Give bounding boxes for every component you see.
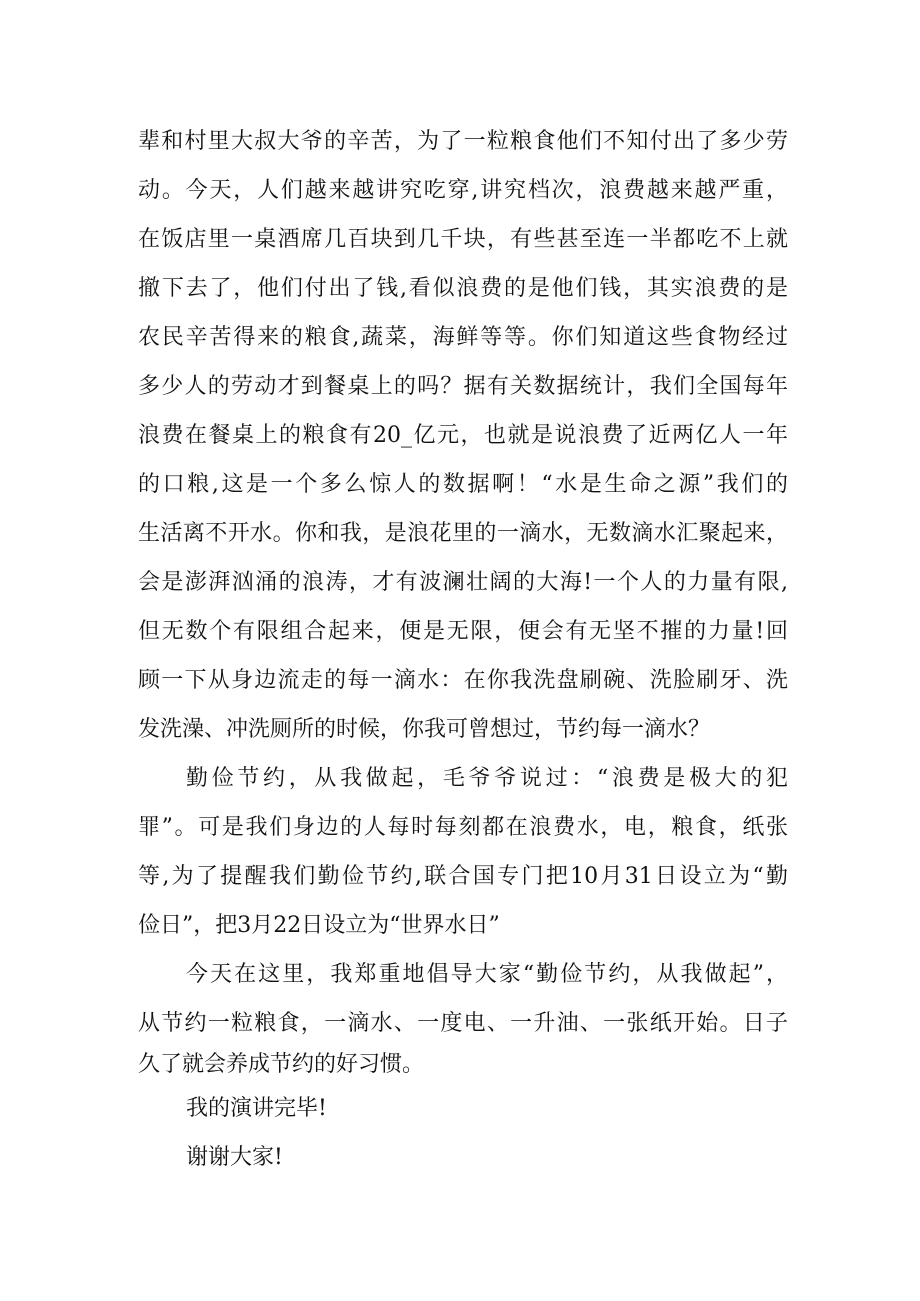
thanks-line: 谢谢大家! — [186, 1145, 283, 1170]
text-line: 今天在这里，我郑重地倡导大家“勤俭节约，从我做起”， — [186, 962, 788, 987]
text-line: 久了就会养成节约的好习惯。 — [138, 1052, 425, 1077]
text-line: 会是澎湃汹涌的浪涛，才有波澜壮阔的大海!一个人的力量有限, — [138, 570, 788, 595]
text-line: 勤俭节约，从我做起，毛爷爷说过：“浪费是极大的犯 — [186, 766, 788, 791]
text-line: 顾一下从身边流走的每一滴水：在你我洗盘刷碗、洗脸刷牙、洗 — [138, 668, 788, 693]
text-line: 的口粮,这是一个多么惊人的数据啊！“水是生命之源”我们的 — [138, 472, 788, 497]
text-line: 生活离不开水。你和我，是浪花里的一滴水，无数滴水汇聚起来， — [138, 521, 788, 546]
text-line: 多少人的劳动才到餐桌上的吗？据有关数据统计，我们全国每年 — [138, 374, 788, 399]
text-line: 俭日”，把3月22日设立为“世界水日” — [138, 913, 500, 938]
text-line: 等,为了提醒我们勤俭节约,联合国专门把10月31日设立为“勤 — [138, 864, 788, 889]
text-line: 浪费在餐桌上的粮食有20_亿元，也就是说浪费了近两亿人一年 — [138, 423, 788, 448]
text-line: 在饭店里一桌酒席几百块到几千块，有些甚至连一半都吃不上就 — [138, 227, 788, 252]
text-line: 但无数个有限组合起来，便是无限，便会有无坚不摧的力量!回 — [138, 619, 788, 644]
text-line: 从节约一粒粮食，一滴水、一度电、一升油、一张纸开始。日子 — [138, 1011, 788, 1036]
text-line: 辈和村里大叔大爷的辛苦，为了一粒粮食他们不知付出了多少劳 — [138, 129, 788, 154]
text-line: 农民辛苦得来的粮食,蔬菜，海鲜等等。你们知道这些食物经过 — [138, 325, 788, 350]
closing-line: 我的演讲完毕! — [186, 1096, 327, 1121]
text-line: 发洗澡、冲洗厕所的时候，你我可曾想过，节约每一滴水？ — [138, 717, 711, 742]
text-line: 撤下去了，他们付出了钱,看似浪费的是他们钱，其实浪费的是 — [138, 276, 788, 301]
text-line: 罪”。可是我们身边的人每时每刻都在浪费水，电，粮食，纸张 — [138, 815, 788, 840]
text-line: 动。今天，人们越来越讲究吃穿,讲究档次，浪费越来越严重， — [138, 178, 788, 203]
